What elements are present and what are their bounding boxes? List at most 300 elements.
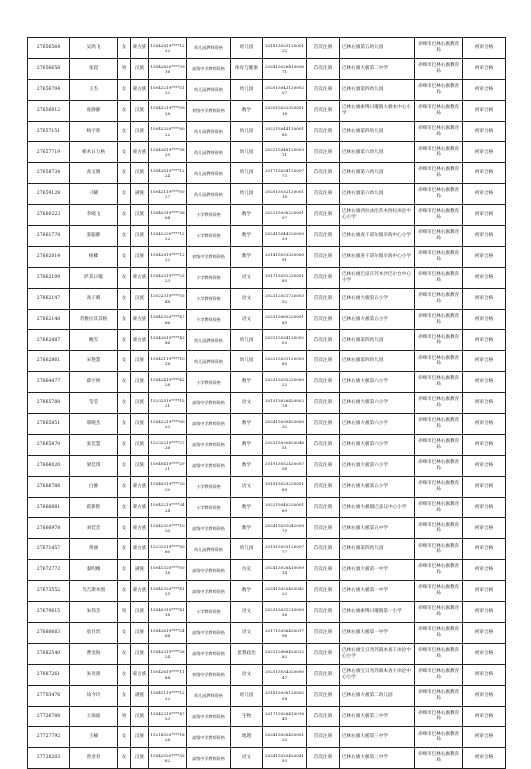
cell-issued-no: 20211504812000311 [263,142,307,163]
cell-gender: 女 [118,142,131,163]
cell-serial: 27662014 [28,246,70,267]
cell-employer: 巴林右旗西拉沐沦苏木西拉沐沦中心小学 [340,205,415,226]
cell-serial: 27665870 [28,434,70,455]
cell-issued-no: 20181503312000122 [263,38,307,59]
cell-employer: 巴林右旗大板第一中学 [340,560,415,581]
cell-issued-no: 20241503042000032 [263,414,307,435]
cell-authority: 赤峰市巴林右旗教育局 [415,246,463,267]
cell-subject: 数学 [231,497,263,518]
cell-name: 杨卿 [70,246,118,267]
cell-serial: 27682540 [28,643,70,664]
cell-certificate: 高级中学教师资格 [187,393,231,414]
table-row [28,163,506,184]
cell-registration: 首次注册 [307,100,340,121]
cell-issued-no: 20191505312000777 [263,539,307,560]
cell-authority: 赤峰市巴林右旗教育局 [415,267,463,288]
cell-employer: 巴林右旗第六幼儿园 [340,163,415,184]
cell-subject: 数学 [231,518,263,539]
cell-gender: 女 [118,664,131,685]
cell-subject: 数学 [231,372,263,393]
cell-subject: 幼儿园 [231,539,263,560]
cell-name: 黄丽 [70,539,118,560]
cell-certificate: 小学教师资格 [187,288,231,309]
cell-phone: 15042219****0928 [149,100,187,121]
cell-serial: 27666881 [28,497,70,518]
cell-certificate: 幼儿园教师资格 [187,539,231,560]
cell-phone: 15042520****3562 [149,748,187,769]
cell-subject: 地理 [231,727,263,748]
cell-phone: 15042820****3916 [149,58,187,79]
cell-authority: 赤峰市巴林右旗教育局 [415,163,463,184]
cell-employer: 巴林右旗大板第六小学 [340,372,415,393]
teacher-registration-table [27,37,506,769]
cell-serial: 27679615 [28,602,70,623]
cell-registration: 首次注册 [307,476,340,497]
table-row [28,497,506,518]
cell-authority: 赤峰市巴林右旗教育局 [415,330,463,351]
cell-name: 张佳慧 [70,434,118,455]
cell-subject: 幼儿园 [231,184,263,205]
cell-serial: 27664477 [28,372,70,393]
cell-authority: 赤峰市巴林右旗教育局 [415,560,463,581]
cell-registration: 首次注册 [307,163,340,184]
cell-registration: 首次注册 [307,142,340,163]
cell-employer: 巴林右旗大板第五小学 [340,288,415,309]
cell-ethnicity: 蒙古族 [131,497,149,518]
cell-gender: 女 [118,685,131,706]
cell-issued-no: 20211506842002282 [263,643,307,664]
cell-phone: 15042320****4766 [149,309,187,330]
cell-name: 朱伟杰 [70,602,118,623]
cell-subject: 数学 [231,455,263,476]
cell-result: 初审合格 [463,288,506,309]
cell-issued-no: 20221504412000185 [263,121,307,142]
cell-phone: 15042319****2624 [149,643,187,664]
cell-result: 初审合格 [463,560,506,581]
cell-subject: 幼儿园 [231,79,263,100]
cell-registration: 首次注册 [307,184,340,205]
cell-employer: 巴林右旗宝日勿苏镇本查干沐沦中心小学 [340,643,415,664]
cell-employer: 巴林右旗查干诺尔镇早海中心小学 [340,246,415,267]
cell-gender: 女 [118,539,131,560]
cell-certificate: 幼儿园教师资格 [187,351,231,372]
cell-ethnicity: 蒙古族 [131,79,149,100]
cell-result: 初审合格 [463,581,506,602]
cell-serial: 27665788 [28,393,70,414]
cell-serial: 27662487 [28,330,70,351]
cell-registration: 首次注册 [307,205,340,226]
cell-subject: 语文 [231,476,263,497]
cell-gender: 女 [118,205,131,226]
cell-name: 王杰 [70,79,118,100]
cell-serial: 27666978 [28,518,70,539]
cell-name: 徐今玲 [70,685,118,706]
cell-issued-no: 20201503212000118 [263,184,307,205]
cell-result: 初审合格 [463,372,506,393]
cell-employer: 巴林右旗巴彦汗苏木沙巴尔台中心小学 [340,267,415,288]
cell-gender: 女 [118,727,131,748]
cell-result: 初审合格 [463,602,506,623]
cell-name: 刘佳音 [70,518,118,539]
cell-gender: 女 [118,434,131,455]
table-row [28,727,506,748]
cell-subject: 幼儿园 [231,163,263,184]
cell-employer: 巴林右旗大板第三中学 [340,706,415,727]
cell-employer: 巴林右旗大板第二中学 [340,58,415,79]
table-row [28,246,506,267]
cell-serial: 27656658 [28,58,70,79]
table-row [28,38,506,59]
cell-authority: 赤峰市巴林右旗教育局 [415,142,463,163]
cell-registration: 首次注册 [307,372,340,393]
cell-gender: 女 [118,351,131,372]
cell-ethnicity: 汉族 [131,205,149,226]
cell-registration: 首次注册 [307,79,340,100]
cell-authority: 赤峰市巴林右旗教育局 [415,602,463,623]
cell-serial: 27662861 [28,351,70,372]
cell-certificate: 小学教师资格 [187,309,231,330]
cell-issued-no: 20201503232000118 [263,100,307,121]
cell-ethnicity: 汉族 [131,246,149,267]
cell-employer: 巴林右旗大板第二幼儿园 [340,685,415,706]
cell-phone: 15042220****1222 [149,226,187,247]
cell-issued-no: 20211503412000203 [263,330,307,351]
cell-result: 初审合格 [463,184,506,205]
cell-issued-no: 20171503642001796 [263,622,307,643]
table-row [28,393,506,414]
cell-authority: 赤峰市巴林右旗教育局 [415,184,463,205]
cell-ethnicity: 汉族 [131,163,149,184]
cell-certificate: 小学教师资格 [187,476,231,497]
cell-certificate: 初级中学教师资格 [187,246,231,267]
cell-certificate: 小学教师资格 [187,205,231,226]
cell-result: 初审合格 [463,727,506,748]
cell-ethnicity: 蒙古族 [131,539,149,560]
cell-phone: 15232519****5060 [149,539,187,560]
table-row [28,58,506,79]
cell-phone: 15042819****1222 [149,38,187,59]
cell-gender: 女 [118,79,131,100]
cell-employer: 巴林右旗大板第五小学 [340,476,415,497]
cell-phone: 15042619****2464 [149,622,187,643]
cell-certificate: 小学教师资格 [187,372,231,393]
cell-phone: 15232219****2726 [149,434,187,455]
cell-gender: 女 [118,414,131,435]
cell-certificate: 幼儿园教师资格 [187,685,231,706]
cell-result: 初审合格 [463,351,506,372]
cell-issued-no: 20181503812000258 [263,685,307,706]
cell-subject: 幼儿园 [231,38,263,59]
cell-subject: 数学 [231,246,263,267]
cell-gender: 女 [118,309,131,330]
cell-phone: 12022319****554X [149,288,187,309]
cell-name: 吴鸿飞 [70,38,118,59]
table-row [28,518,506,539]
cell-ethnicity: 蒙古族 [131,330,149,351]
cell-name: 朝木日力格 [70,142,118,163]
cell-gender: 女 [118,455,131,476]
cell-gender: 女 [118,748,131,769]
cell-gender: 女 [118,560,131,581]
cell-issued-no: 20231503522000022 [263,372,307,393]
cell-name: 曾亚君 [70,748,118,769]
cell-name: 萨其日嘎 [70,267,118,288]
cell-employer: 巴林右旗大板第一中学 [340,622,415,643]
cell-employer: 巴林右旗第四幼儿园 [340,121,415,142]
cell-employer: 巴林右旗大板镇巴彦汉中心小学 [340,497,415,518]
cell-gender: 女 [118,622,131,643]
table-row [28,226,506,247]
cell-phone: 15042319****4753 [149,706,187,727]
cell-gender: 女 [118,184,131,205]
cell-serial: 27661778 [28,226,70,247]
cell-subject: 数学 [231,414,263,435]
cell-gender: 女 [118,267,131,288]
cell-subject: 语文 [231,267,263,288]
cell-serial: 27680663 [28,622,70,643]
cell-result: 初审合格 [463,664,506,685]
cell-serial: 27656912 [28,100,70,121]
cell-employer: 巴林右旗索博日嘎镇第一小学 [340,602,415,623]
cell-issued-no: 20241502042004193 [263,748,307,769]
cell-authority: 赤峰市巴林右旗教育局 [415,434,463,455]
cell-employer: 巴林右旗大板第五中学 [340,518,415,539]
cell-subject: 生物 [231,706,263,727]
cell-ethnicity: 蒙古族 [131,38,149,59]
cell-phone: 15041119****1222 [149,685,187,706]
cell-name: 苏雅拉其其格 [70,309,118,330]
cell-result: 初审合格 [463,434,506,455]
cell-serial: 27703476 [28,685,70,706]
cell-certificate: 高级中学教师资格 [187,622,231,643]
cell-ethnicity: 汉族 [131,393,149,414]
table-row [28,434,506,455]
cell-phone: 15042819****1222 [149,246,187,267]
cell-subject: 幼儿园 [231,330,263,351]
cell-authority: 赤峰市巴林右旗教育局 [415,288,463,309]
cell-registration: 首次注册 [307,518,340,539]
cell-subject: 历史 [231,560,263,581]
cell-name: 乌吉斯木图 [70,581,118,602]
cell-authority: 赤峰市巴林右旗教育局 [415,497,463,518]
cell-ethnicity: 蒙古族 [131,309,149,330]
cell-result: 初审合格 [463,455,506,476]
cell-issued-no: 20241502042004223 [263,581,307,602]
cell-certificate: 初级中学教师资格 [187,664,231,685]
cell-issued-no: 20241502641000671 [263,58,307,79]
cell-name: 秦明娜 [70,560,118,581]
cell-registration: 首次注册 [307,664,340,685]
cell-phone: 15042219****0023 [149,414,187,435]
cell-phone: 15040319****2020 [149,476,187,497]
cell-authority: 赤峰市巴林右旗教育局 [415,748,463,769]
cell-subject: 体育与健康 [231,58,263,79]
cell-gender: 女 [118,246,131,267]
cell-serial: 27671457 [28,539,70,560]
cell-subject: 语文 [231,309,263,330]
cell-phone: 15042619****3829 [149,142,187,163]
cell-result: 初审合格 [463,643,506,664]
cell-phone: 15042419****4228 [149,372,187,393]
cell-certificate: 幼儿园教师资格 [187,79,231,100]
table-row [28,539,506,560]
cell-gender: 女 [118,163,131,184]
cell-result: 初审合格 [463,163,506,184]
cell-registration: 首次注册 [307,393,340,414]
cell-result: 初审合格 [463,100,506,121]
cell-ethnicity: 汉族 [131,288,149,309]
cell-name: 王楠 [70,727,118,748]
cell-result: 初审合格 [463,622,506,643]
table-row [28,664,506,685]
cell-name: 莹莹 [70,393,118,414]
cell-subject: 幼儿园 [231,685,263,706]
cell-certificate: 幼儿园教师资格 [187,142,231,163]
cell-issued-no: 20231503042004651 [263,434,307,455]
cell-name: 薛宇娇 [70,372,118,393]
cell-subject: 幼儿园 [231,142,263,163]
cell-ethnicity: 汉族 [131,372,149,393]
cell-serial: 27656564 [28,38,70,59]
table-row [28,351,506,372]
cell-ethnicity: 蒙古族 [131,581,149,602]
cell-issued-no: 20201504312000207 [263,79,307,100]
cell-certificate: 高级中学教师资格 [187,434,231,455]
cell-gender: 男 [118,706,131,727]
cell-result: 初审合格 [463,79,506,100]
table-row [28,414,506,435]
cell-authority: 赤峰市巴林右旗教育局 [415,205,463,226]
cell-name: 曹龙海 [70,643,118,664]
cell-subject: 数学 [231,205,263,226]
cell-ethnicity: 满族 [131,685,149,706]
cell-ethnicity: 汉族 [131,121,149,142]
cell-issued-no: 20151502642000274 [263,393,307,414]
cell-certificate: 小学教师资格 [187,602,231,623]
table-row [28,581,506,602]
table-row [28,288,506,309]
cell-phone: 15042320****1020 [149,518,187,539]
cell-ethnicity: 蒙古族 [131,664,149,685]
cell-name: 宋艳慧 [70,351,118,372]
cell-registration: 首次注册 [307,560,340,581]
cell-certificate: 高级中学教师资格 [187,748,231,769]
cell-registration: 首次注册 [307,539,340,560]
cell-result: 初审合格 [463,226,506,247]
cell-result: 初审合格 [463,205,506,226]
cell-authority: 赤峰市巴林右旗教育局 [415,351,463,372]
cell-name: 杨宇欣 [70,121,118,142]
cell-phone: 15041320****0018 [149,560,187,581]
cell-name: 高文婧 [70,163,118,184]
cell-employer: 巴林右旗第四幼儿园 [340,539,415,560]
cell-serial: 27659128 [28,184,70,205]
cell-certificate: 幼儿园教师资格 [187,330,231,351]
cell-certificate: 小学教师资格 [187,226,231,247]
cell-registration: 首次注册 [307,246,340,267]
cell-result: 初审合格 [463,539,506,560]
cell-ethnicity: 汉族 [131,434,149,455]
cell-issued-no: 20141503332000091 [263,246,307,267]
cell-certificate: 高级中学教师资格 [187,455,231,476]
cell-subject: 数学 [231,434,263,455]
cell-certificate: 高级中学教师资格 [187,560,231,581]
cell-authority: 赤峰市巴林右旗教育局 [415,309,463,330]
cell-issued-no: 20221504022000189 [263,497,307,518]
cell-phone: 15232519****1521 [149,393,187,414]
cell-gender: 女 [118,518,131,539]
cell-issued-no: 20171503412000773 [263,163,307,184]
cell-gender: 女 [118,330,131,351]
cell-registration: 首次注册 [307,455,340,476]
cell-certificate: 高级中学教师资格 [187,581,231,602]
table-row [28,560,506,581]
cell-registration: 首次注册 [307,288,340,309]
cell-issued-no: 20231503121000056 [263,602,307,623]
cell-authority: 赤峰市巴林右旗教育局 [415,414,463,435]
cell-authority: 赤峰市巴林右旗教育局 [415,58,463,79]
cell-certificate: 幼儿园教师资格 [187,163,231,184]
cell-name: 白静 [70,476,118,497]
cell-subject: 数学 [231,226,263,247]
cell-authority: 赤峰市巴林右旗教育局 [415,664,463,685]
cell-subject: 幼儿园 [231,121,263,142]
cell-result: 初审合格 [463,748,506,769]
cell-ethnicity: 汉族 [131,455,149,476]
cell-subject: 数学 [231,581,263,602]
cell-result: 初审合格 [463,476,506,497]
cell-name: 朱亚蕾 [70,664,118,685]
cell-name: 梁佳琪 [70,455,118,476]
cell-result: 初审合格 [463,685,506,706]
cell-issued-no: 20191505242000756 [263,455,307,476]
cell-phone: 15042319****2323 [149,267,187,288]
cell-issued-no: 20171502641001649 [263,706,307,727]
cell-phone: 15042119****0027 [149,184,187,205]
cell-phone: 15042619****4386 [149,330,187,351]
table-row [28,455,506,476]
cell-gender: 女 [118,497,131,518]
cell-serial: 27727792 [28,727,70,748]
cell-serial: 27662147 [28,288,70,309]
cell-phone: 15042219****3424 [149,497,187,518]
cell-result: 初审合格 [463,706,506,727]
cell-authority: 赤峰市巴林右旗教育局 [415,226,463,247]
table-row [28,622,506,643]
table-row [28,330,506,351]
cell-gender: 男 [118,602,131,623]
cell-certificate: 高级中学教师资格 [187,706,231,727]
cell-subject: 语文 [231,288,263,309]
table-row [28,121,506,142]
cell-ethnicity: 汉族 [131,622,149,643]
cell-ethnicity: 汉族 [131,706,149,727]
cell-name: 张超 [70,58,118,79]
cell-employer: 巴林右旗大板第六小学 [340,434,415,455]
cell-phone: 15042320****0022 [149,121,187,142]
cell-ethnicity: 汉族 [131,602,149,623]
table-row [28,267,506,288]
cell-certificate: 小学教师资格 [187,497,231,518]
cell-employer: 巴林右旗第六幼儿园 [340,142,415,163]
cell-ethnicity: 蒙古族 [131,476,149,497]
cell-employer: 巴林右旗索博日嘎镇大板本中心小学 [340,100,415,121]
cell-serial: 27687261 [28,664,70,685]
cell-authority: 赤峰市巴林右旗教育局 [415,79,463,100]
table-row [28,100,506,121]
cell-gender: 女 [118,121,131,142]
cell-issued-no: 20171503122000185 [263,267,307,288]
